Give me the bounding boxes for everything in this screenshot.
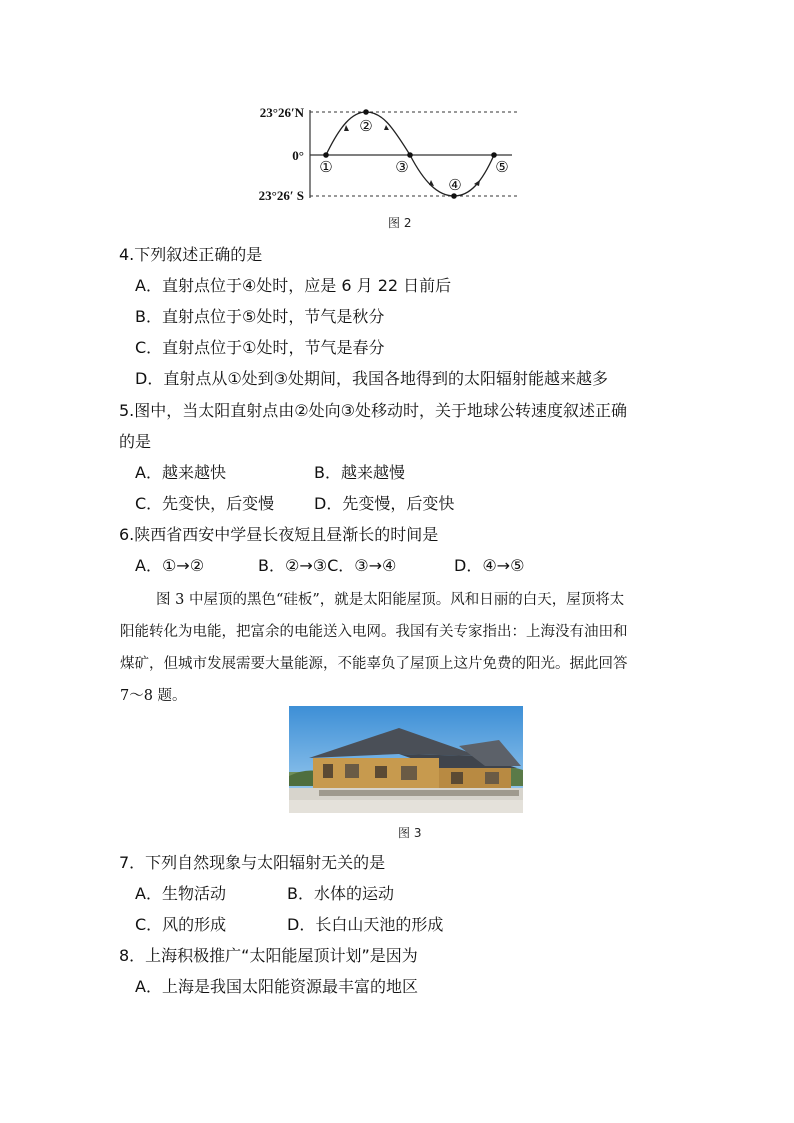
- question-5-stem-line-2: 的是: [119, 432, 152, 451]
- question-8-option-a: A．上海是我国太阳能资源最丰富的地区: [135, 977, 418, 996]
- question-5-option-d: D．先变慢，后变快: [314, 494, 455, 513]
- question-4-option-a: A．直射点位于④处时，应是 6 月 22 日前后: [135, 276, 452, 295]
- question-7-option-a: A．生物活动: [135, 884, 226, 903]
- direction-arrow: [384, 125, 389, 130]
- direction-arrow: [474, 180, 480, 186]
- point-3-dot: [407, 152, 413, 158]
- question-5-option-a: A．越来越快: [135, 463, 226, 482]
- question-7-option-d: D．长白山天池的形成: [287, 915, 444, 934]
- point-2-label: ②: [359, 117, 373, 135]
- point-3-label: ③: [395, 158, 409, 176]
- point-5-dot: [491, 152, 497, 158]
- passage-line-3: 煤矿，但城市发展需要大量能源，不能辜负了屋顶上这片免费的阳光。据此回答: [120, 656, 628, 672]
- point-4-dot: [451, 193, 457, 199]
- question-4-stem: 4.下列叙述正确的是: [119, 245, 263, 264]
- question-4-option-d: D．直射点从①处到③处期间，我国各地得到的太阳辐射能越来越多: [135, 369, 609, 388]
- passage-line-1: 图 3 中屋顶的黑色“硅板”，就是太阳能屋顶。风和日丽的白天，屋顶将太: [156, 592, 625, 608]
- point-4-label: ④: [448, 176, 462, 194]
- figure-3-caption: 图 3: [398, 826, 422, 840]
- question-6-stem: 6.陕西省西安中学昼长夜短且昼渐长的时间是: [119, 525, 439, 544]
- question-6-option-b-c: B．②→③C．③→④: [258, 556, 397, 575]
- question-6-option-d: D．④→⑤: [454, 556, 525, 575]
- lat-zero-label: 0°: [292, 148, 304, 163]
- point-1-dot: [323, 152, 329, 158]
- question-4-option-c: C．直射点位于①处时，节气是春分: [135, 338, 385, 357]
- passage: [120, 584, 680, 712]
- point-5-label: ⑤: [495, 158, 509, 176]
- direction-arrow: [344, 125, 349, 131]
- lat-north-label: 23°26′N: [259, 105, 304, 120]
- question-8-stem: 8．上海积极推广“太阳能屋顶计划”是因为: [119, 946, 418, 965]
- figure-2-caption: 图 2: [388, 216, 412, 230]
- question-7-option-b: B．水体的运动: [287, 884, 394, 903]
- lat-south-label: 23°26′ S: [258, 188, 304, 203]
- point-1-label: ①: [319, 158, 333, 176]
- passage-line-2: 阳能转化为电能，把富余的电能送入电网。我国有关专家指出：上海没有油田和: [120, 624, 628, 640]
- question-4-option-b: B．直射点位于⑤处时，节气是秋分: [135, 307, 385, 326]
- question-6-option-a: A．①→②: [135, 556, 205, 575]
- solar-roof-house-photo: [289, 706, 523, 813]
- question-5-stem-line-1: 5.图中，当太阳直射点由②处向③处移动时，关于地球公转速度叙述正确: [119, 401, 627, 420]
- question-7-stem: 7．下列自然现象与太阳辐射无关的是: [119, 853, 386, 872]
- subsolar-migration-diagram: [248, 100, 528, 210]
- question-5-option-c: C．先变快，后变慢: [135, 494, 275, 513]
- question-7-option-c: C．风的形成: [135, 915, 227, 934]
- question-5-option-b: B．越来越慢: [314, 463, 405, 482]
- point-2-dot: [363, 109, 369, 115]
- passage-line-4: 7～8 题。: [120, 688, 187, 704]
